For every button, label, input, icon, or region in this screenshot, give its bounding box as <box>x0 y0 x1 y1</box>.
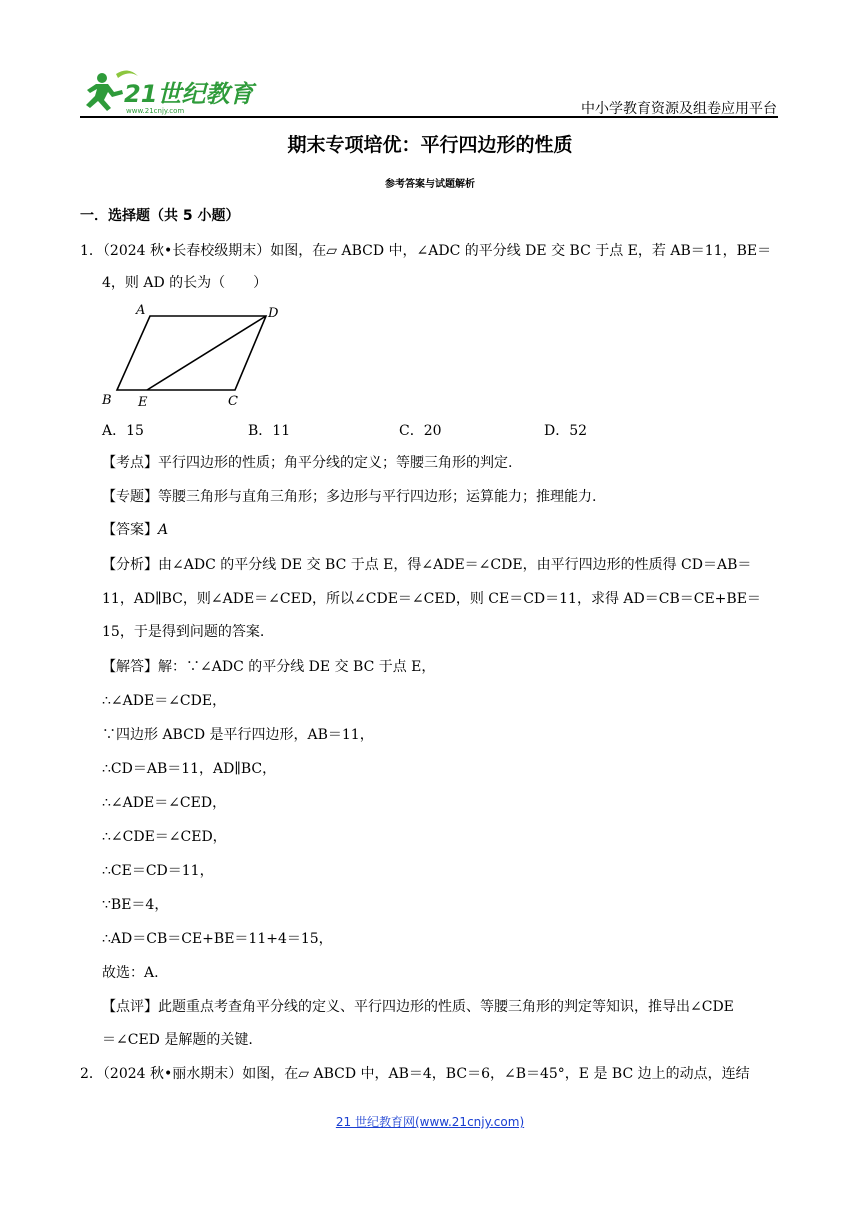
logo-url: www.21cnjy.com <box>126 107 185 115</box>
label-b: B <box>102 393 112 408</box>
section-heading: 一．选择题（共 5 小题） <box>80 208 240 224</box>
solution-line: ∴∠ADE＝∠CED， <box>102 795 227 811</box>
q2-stem-line1: 2．（2024 秋•丽水期末）如图，在▱ ABCD 中，AB＝4，BC＝6，∠B＝45°，E 是 BC 边上的动点，连结 <box>80 1066 750 1082</box>
solution-line: 【解答】解：∵∠ADC 的平分线 DE 交 BC 于点 E， <box>102 659 436 675</box>
logo-graphic <box>80 66 260 116</box>
solution-line: ∵四边形 ABCD 是平行四边形，AB＝11， <box>102 727 374 743</box>
choice-d: D．52 <box>544 423 588 439</box>
choice-a: A．15 <box>102 423 144 439</box>
footer-link[interactable]: 21 世纪教育网(www.21cnjy.com) <box>335 1115 525 1129</box>
header-divider <box>80 116 778 118</box>
fenxi-line1: 【分析】由∠ADC 的平分线 DE 交 BC 于点 E，得∠ADE＝∠CDE，由平行四边形的性质得 CD＝AB＝ <box>102 557 752 573</box>
page-subtitle: 参考答案与试题解析 <box>385 179 475 190</box>
q1-stem-line2: 4，则 AD 的长为（ ） <box>102 275 268 291</box>
choice-b: B．11 <box>248 423 291 439</box>
segment-de <box>147 316 266 390</box>
site-logo <box>80 66 260 116</box>
parallelogram-shape <box>117 316 266 390</box>
page-title: 期末专项培优：平行四边形的性质 <box>287 134 573 156</box>
comment-line2: ＝∠CED 是解题的关键. <box>102 1032 253 1048</box>
answer-label: 【答案】 <box>102 522 158 538</box>
answer-value: A <box>158 522 169 538</box>
solution-line: ∴AD＝CB＝CE+BE＝11+4＝15， <box>102 931 333 947</box>
q1-stem-line1: 1．（2024 秋•长春校级期末）如图，在▱ ABCD 中，∠ADC 的平分线 DE 交 BC 于点 E，若 AB＝11，BE＝ <box>80 243 772 259</box>
logo-text: 21世纪教育 <box>124 80 254 108</box>
label-d: D <box>268 306 279 321</box>
label-e: E <box>138 395 148 410</box>
solution-line: ∴∠CDE＝∠CED， <box>102 829 227 845</box>
parallelogram-figure <box>100 298 290 410</box>
label-a: A <box>136 303 146 318</box>
answer <box>102 519 168 539</box>
solution-line: ∵BE＝4， <box>102 897 169 913</box>
choice-c: C．20 <box>399 423 442 439</box>
platform-name: 中小学教育资源及组卷应用平台 <box>581 101 777 117</box>
kaodian: 【考点】平行四边形的性质；角平分线的定义；等腰三角形的判定. <box>102 455 513 471</box>
comment-line1: 【点评】此题重点考查角平分线的定义、平行四边形的性质、等腰三角形的判定等知识，推导出∠CDE <box>102 999 734 1015</box>
solution-line: ∴∠ADE＝∠CDE， <box>102 693 227 709</box>
fenxi-line2: 11，AD∥BC，则∠ADE＝∠CED，所以∠CDE＝∠CED，则 CE＝CD＝11，求得 AD＝CB＝CE+BE＝ <box>102 591 761 607</box>
zhuanti: 【专题】等腰三角形与直角三角形；多边形与平行四边形；运算能力；推理能力. <box>102 489 597 505</box>
solution-line: ∴CE＝CD＝11， <box>102 863 214 879</box>
label-c: C <box>228 394 238 409</box>
solution-line: ∴CD＝AB＝11，AD∥BC， <box>102 761 277 777</box>
fenxi-line3: 15，于是得到问题的答案. <box>102 624 265 640</box>
solution-line: 故选：A. <box>102 965 159 981</box>
